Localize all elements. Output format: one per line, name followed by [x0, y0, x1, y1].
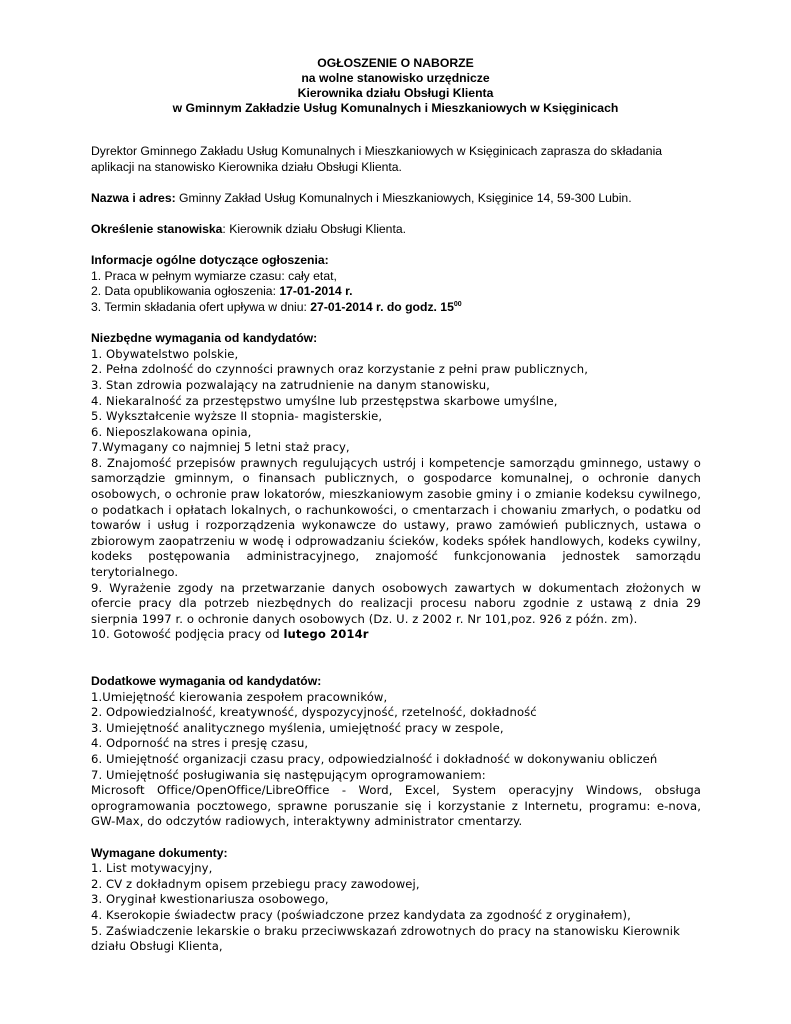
list-item: 4. Kserokopie świadectw pracy (poświadczone przez kandydata za zgodność z oryginałem), [91, 907, 631, 922]
required-heading: Niezbędne wymagania od kandydatów: [91, 331, 318, 346]
deadline-minutes: 00 [453, 300, 462, 308]
header-employer: w Gminnym Zakładzie Usług Komunalnych i Mieszkaniowych w Księginicach [172, 101, 619, 115]
document-body [91, 144, 701, 955]
list-item: 5. Zaświadczenie lekarskie o braku przeciwwskazań zdrowotnych do pracy na stanowisku Kierownik działu Obsługi Klienta, [91, 923, 680, 954]
general-info-heading: Informacje ogólne dotyczące ogłoszenia: [91, 253, 329, 268]
list-item: 2. CV z dokładnym opisem przebiegu pracy zawodowej, [91, 876, 420, 891]
list-item: 2. Odpowiedzialność, kreatywność, dyspozycyjność, rzetelność, dokładność [91, 705, 537, 720]
list-item: 5. Wykształcenie wyższe II stopnia- magisterskie, [91, 409, 383, 424]
name-address-label: Nazwa i adres: [91, 190, 176, 205]
list-item: 7. Umiejętność posługiwania się następującym oprogramowaniem: [91, 767, 486, 782]
list-item-text: 10. Gotowość podjęcia pracy od [91, 627, 284, 642]
name-address-value: Gminny Zakład Usług Komunalnych i Mieszkaniowych, Księginice 14, 59-300 Lubin. [175, 190, 632, 205]
intro-paragraph: Dyrektor Gminnego Zakładu Usług Komunalnych i Mieszkaniowych w Księginicach zaprasza do składania aplikacji na stanowisko Kierownika działu Obsługi Klienta. [91, 144, 663, 174]
position-line [91, 222, 701, 238]
list-item: 1. List motywacyjny, [91, 861, 213, 876]
position-label: Określenie stanowiska [91, 221, 223, 236]
list-item [91, 627, 701, 643]
publication-date: 17-01-2014 r. [279, 284, 353, 299]
documents-list [91, 861, 701, 955]
list-item: 3. Stan zdrowia pozwalający na zatrudnienie na danym stanowisku, [91, 377, 490, 392]
additional-list [91, 690, 701, 830]
header-position: Kierownika działu Obsługi Klienta [297, 86, 494, 100]
list-item: 6. Nieposzlakowana opinia, [91, 424, 252, 439]
list-item: 2. Pełna zdolność do czynności prawnych oraz korzystanie z pełni praw publicznych, [91, 362, 589, 377]
list-item: 7.Wymagany co najmniej 5 letni staż pracy, [91, 440, 350, 455]
list-item: 3. Oryginał kwestionariusza osobowego, [91, 892, 329, 907]
general-info-item [91, 300, 701, 316]
list-item: 8. Znajomość przepisów prawnych regulujących ustrój i kompetencje samorządu gminnego, ustawy o samorządzie gminnym, o finansach publicznych, o gospodarce komunalnej, o ochronie danych osobowych, o ochronie praw lokatorów, mieszkaniowym zasobie gminy i o zmianie kodeksu cywilnego, o podatkach i opłatach lokalnych, o rachunkowości, o cmentarzach i chowaniu zmarłych, o podatku od towarów i usług i rozporządzenia wykonawcze do ustawy, prawo zamówień publicznych, ustawa o zbiorowym zaopatrzeniu w wodę i odprowadzaniu ścieków, kodeks spółek handlowych, kodeks cywilny, kodeks postępowania administracyjnego, znajomość funkcjonowania jednostek samorządu terytorialnego. [91, 455, 701, 580]
required-list [91, 347, 701, 643]
list-item: 1. Obywatelstwo polskie, [91, 346, 239, 361]
header-subtitle: na wolne stanowisko urzędnicze [301, 71, 490, 85]
header-title: OGŁOSZENIE O NABORZE [317, 56, 474, 70]
additional-heading: Dodatkowe wymagania od kandydatów: [91, 674, 322, 688]
list-item: 9. Wyrażenie zgody na przetwarzanie danych osobowych zawartych w dokumentach złożonych w ofercie pracy dla potrzeb niezbędnych do realizacji procesu naboru zgodnie z ustawą z dnia 29 sierpnia 1997 r. o ochronie danych osobowych (Dz. U. z 2002 r. Nr 101,poz. 926 z późn. zm). [91, 580, 701, 626]
start-date: lutego 2014r [283, 627, 369, 642]
position-value: : Kierownik działu Obsługi Klienta. [222, 221, 407, 236]
announcement-header [0, 56, 791, 116]
name-address-line [91, 191, 701, 207]
general-info-item-text: 2. Data opublikowania ogłoszenia: [91, 284, 280, 299]
documents-heading: Wymagane dokumenty: [91, 845, 228, 860]
list-item: 1.Umiejętność kierowania zespołem pracowników, [91, 689, 388, 704]
deadline-date: 27-01-2014 r. do godz. 15 [310, 299, 454, 314]
list-item: 4. Niekaralność za przestępstwo umyślne lub przestępstwa skarbowe umyślne, [91, 393, 558, 408]
list-item: 3. Umiejętność analitycznego myślenia, umiejętność pracy w zespole, [91, 720, 504, 735]
list-item: 4. Odporność na stres i presję czasu, [91, 736, 309, 751]
general-info-item-text: 3. Termin składania ofert upływa w dniu: [91, 299, 311, 314]
list-item: 6. Umiejętność organizacji czasu pracy, odpowiedzialność i dokładność w dokonywaniu obliczeń [91, 751, 658, 766]
general-info-item: 1. Praca w pełnym wymiarze czasu: cały etat, [91, 268, 337, 283]
general-info-item [91, 284, 701, 300]
list-item: Microsoft Office/OpenOffice/LibreOffice - Word, Excel, System operacyjny Windows, obsługa oprogramowania pocztowego, sprawne poruszanie się i korzystanie z Internetu, programu: e-nova, GW-Max, do odczytów radiowych, interaktywny administrator cmentarzy. [91, 783, 701, 829]
